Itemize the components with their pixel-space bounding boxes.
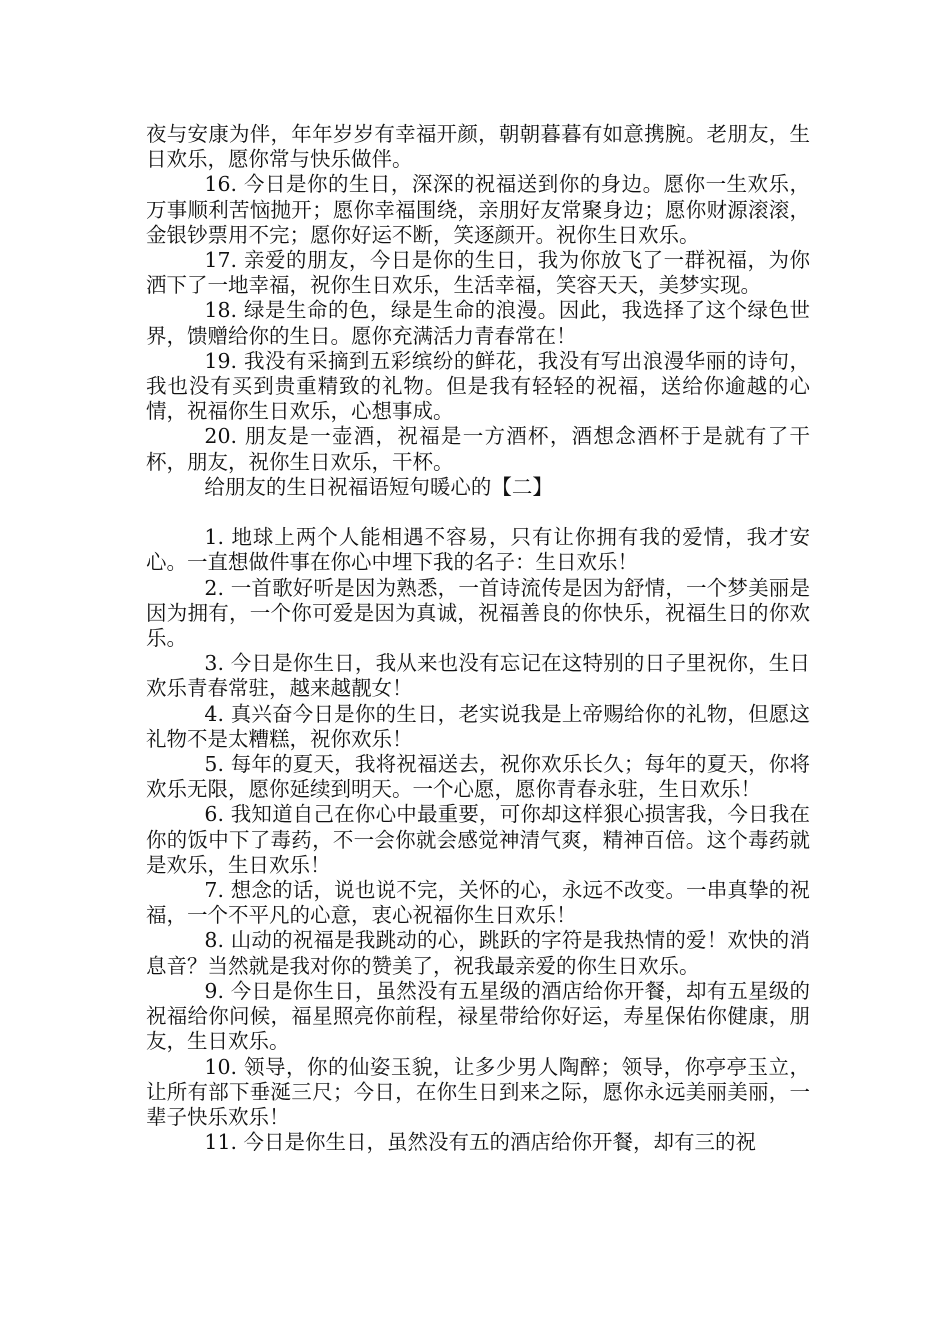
- list-item-1: 1. 地球上两个人能相遇不容易，只有让你拥有我的爱情，我才安心。一直想做件事在你心中埋下我的名子：生日欢乐！: [146, 525, 810, 575]
- list-item-4: 4. 真兴奋今日是你的生日，老实说我是上帝赐给你的礼物，但愿这礼物不是太糟糕，祝你欢乐！: [146, 701, 810, 751]
- document-page: [146, 122, 810, 1155]
- list-item-9: 9. 今日是你生日，虽然没有五星级的酒店给你开餐，却有五星级的祝福给你问候，福星照亮你前程，禄星带给你好运，寿星保佑你健康，朋友，生日欢乐。: [146, 978, 810, 1054]
- list-item-8: 8. 山动的祝福是我跳动的心，跳跃的字符是我热情的爱！欢快的消息音？当然就是我对你的赞美了，祝我最亲爱的你生日欢乐。: [146, 928, 810, 978]
- list-item-3: 3. 今日是你生日，我从来也没有忘记在这特别的日子里祝你，生日欢乐青春常驻，越来越靓女！: [146, 651, 810, 701]
- list-item-17: 17. 亲爱的朋友，今日是你的生日，我为你放飞了一群祝福，为你洒下了一地幸福，祝你生日欢乐，生活幸福，笑容天天，美梦实现。: [146, 248, 810, 298]
- list-item-7: 7. 想念的话，说也说不完，关怀的心，永远不改变。一串真挚的祝福，一个不平凡的心意，衷心祝福你生日欢乐！: [146, 878, 810, 928]
- list-item-10: 10. 领导，你的仙姿玉貌，让多少男人陶醉；领导，你亭亭玉立，让所有部下垂涎三尺；今日，在你生日到来之际，愿你永远美丽美丽，一辈子快乐欢乐！: [146, 1054, 810, 1129]
- list-item-19: 19. 我没有采摘到五彩缤纷的鲜花，我没有写出浪漫华丽的诗句，我也没有买到贵重精致的礼物。但是我有轻轻的祝福，送给你逾越的心情，祝福你生日欢乐，心想事成。: [146, 348, 810, 424]
- list-item-20: 20. 朋友是一壶酒，祝福是一方酒杯，酒想念酒杯于是就有了干杯，朋友，祝你生日欢乐，干杯。: [146, 424, 810, 474]
- list-item-11: 11. 今日是你生日，虽然没有五的酒店给你开餐，却有三的祝: [204, 1130, 757, 1155]
- list-item-16: 16. 今日是你的生日，深深的祝福送到你的身边。愿你一生欢乐，万事顺利苦恼抛开；愿你幸福围绕，亲朋好友常聚身边；愿你财源滚滚，金银钞票用不完；愿你好运不断，笑逐颜开。祝你生日欢乐。: [146, 172, 810, 247]
- list-item-6: 6. 我知道自己在你心中最重要，可你却这样狠心损害我，今日我在你的饭中下了毒药，不一会你就会感觉神清气爽，精神百倍。这个毒药就是欢乐，生日欢乐！: [146, 802, 810, 877]
- list-item-5: 5. 每年的夏天，我将祝福送去，祝你欢乐长久；每年的夏天，你将欢乐无限，愿你延续到明天。一个心愿，愿你青春永驻，生日欢乐！: [146, 752, 810, 802]
- list-item-18: 18. 绿是生命的色，绿是生命的浪漫。因此，我选择了这个绿色世界，馈赠给你的生日。愿你充满活力青春常在！: [146, 298, 810, 348]
- opening-paragraph: 夜与安康为伴，年年岁岁有幸福开颜，朝朝暮暮有如意携腕。老朋友，生日欢乐，愿你常与快乐做伴。: [146, 122, 810, 172]
- list-item-2: 2. 一首歌好听是因为熟悉，一首诗流传是因为舒情，一个梦美丽是因为拥有，一个你可爱是因为真诚，祝福善良的你快乐，祝福生日的你欢乐。: [146, 575, 810, 651]
- blank-line: [146, 500, 810, 525]
- section-heading: 给朋友的生日祝福语短句暖心的【二】: [204, 474, 553, 499]
